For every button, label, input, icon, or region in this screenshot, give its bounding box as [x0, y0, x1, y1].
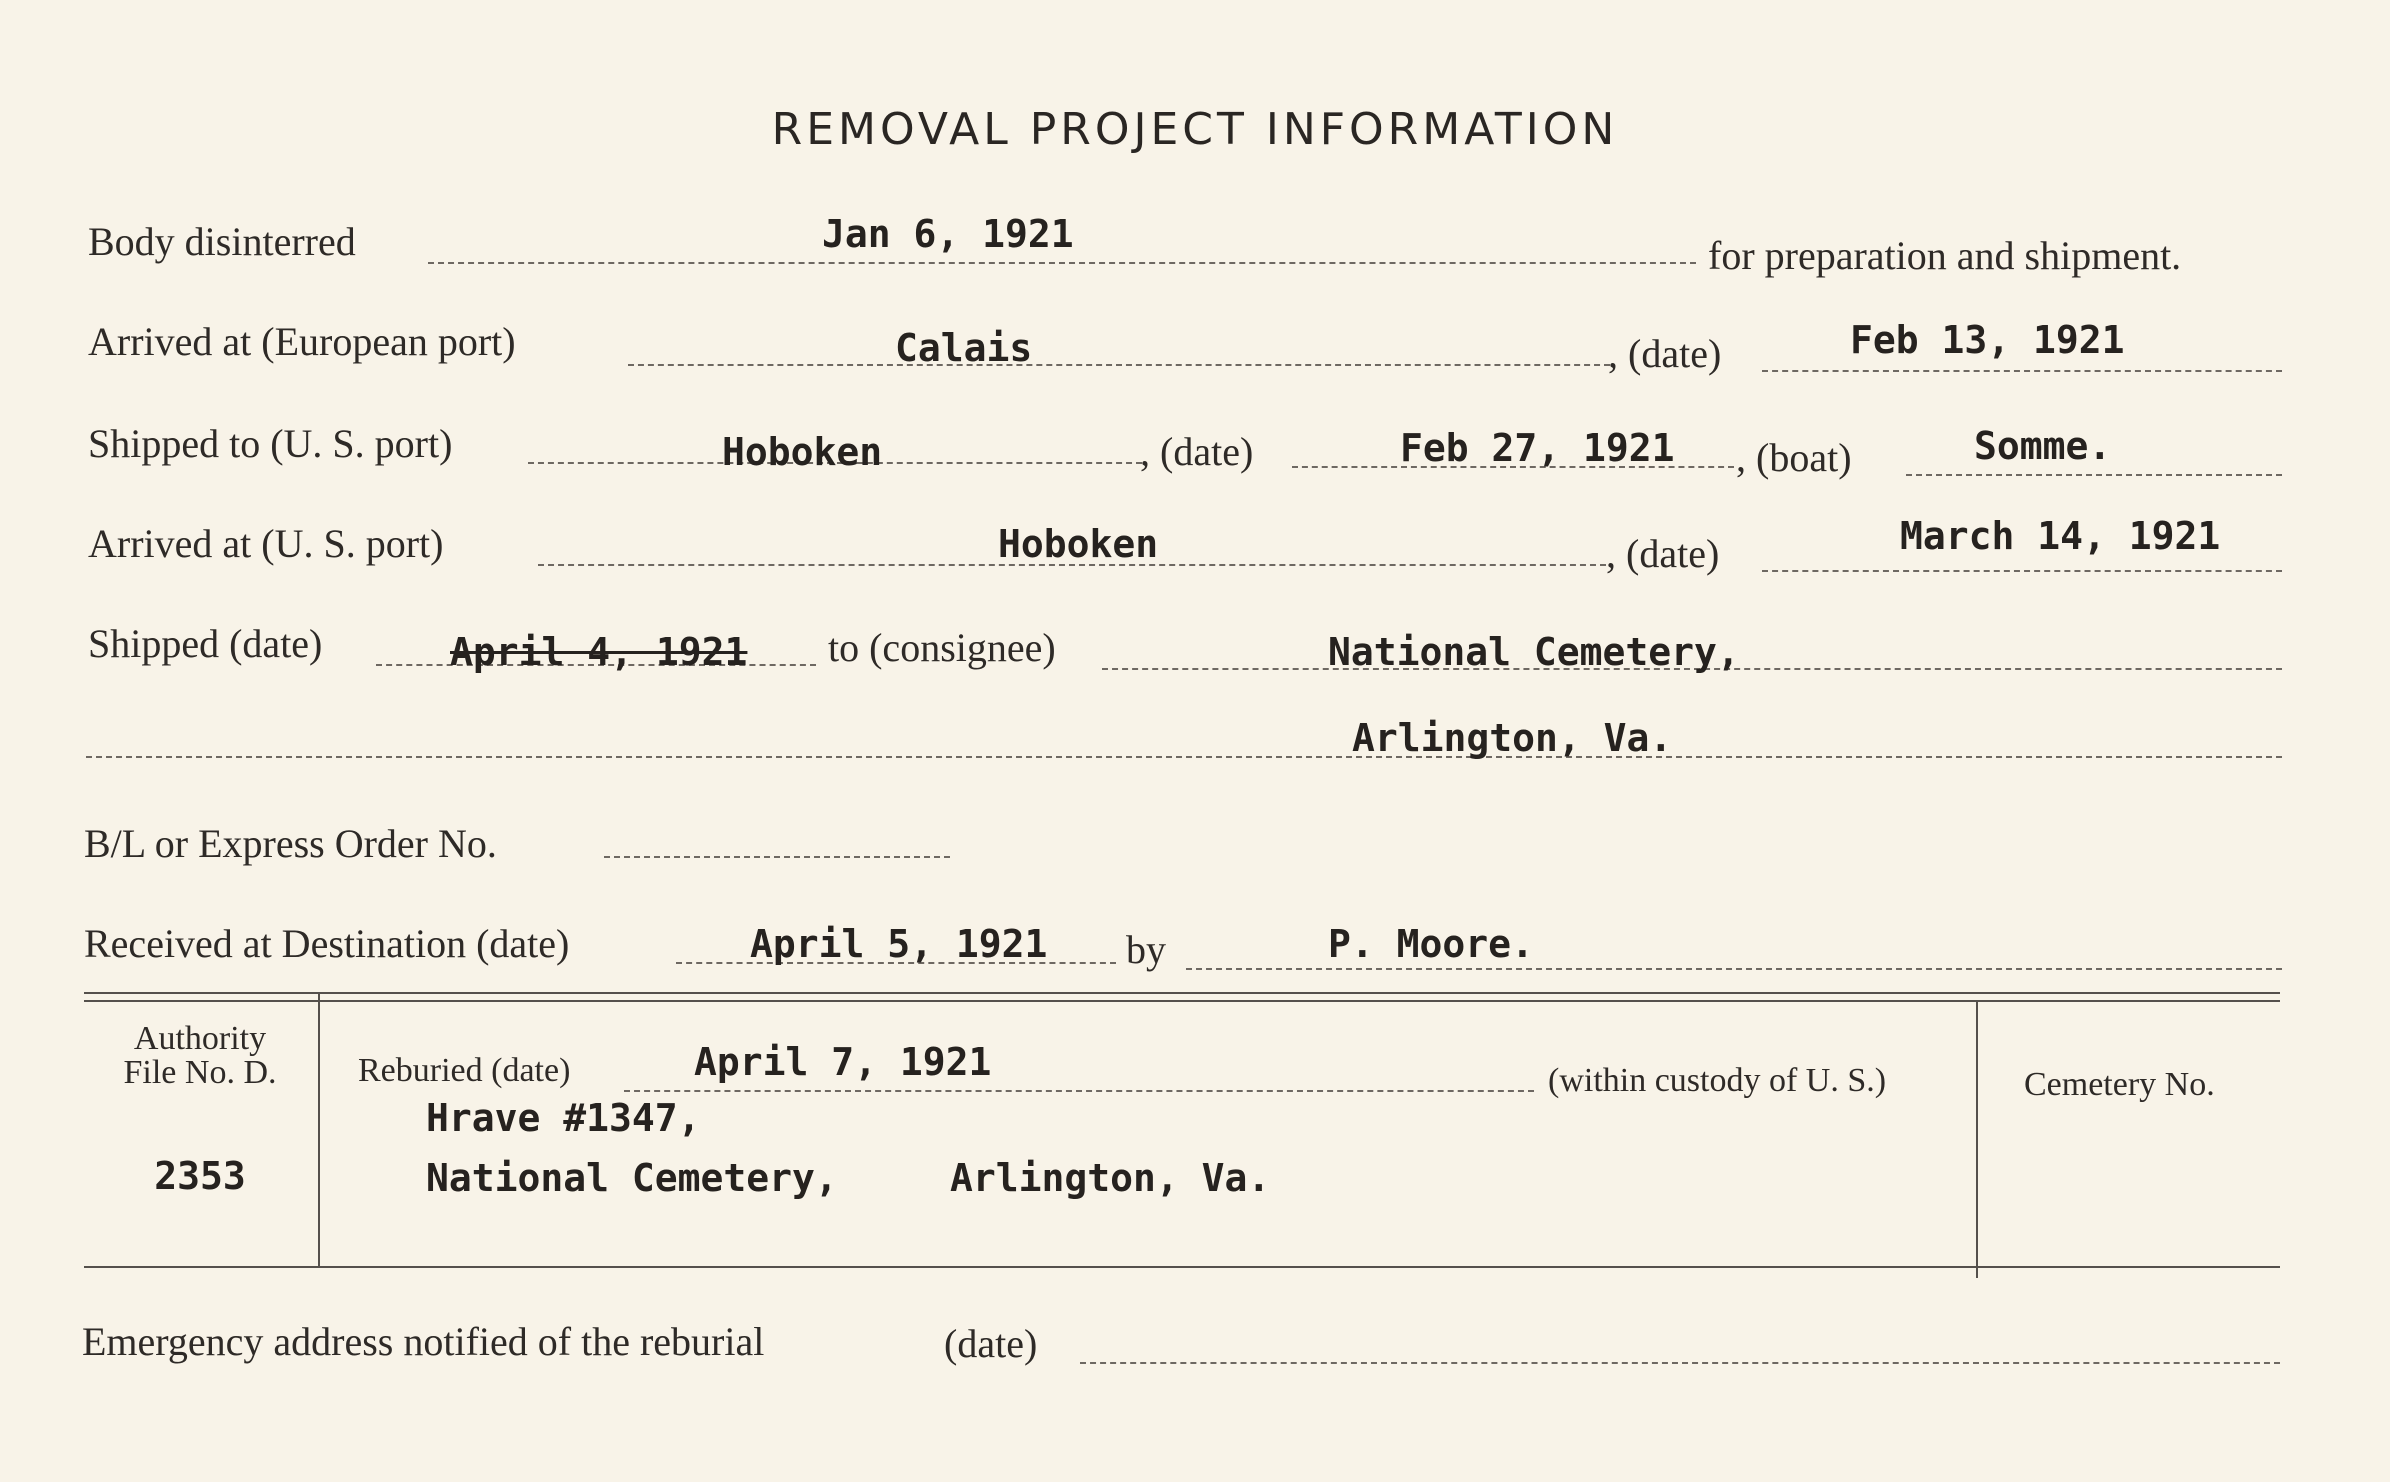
consignee-line2: Arlington, Va. [1352, 716, 1673, 760]
shipped-date-label: Shipped (date) [88, 621, 323, 666]
authority-label-1: Authority [133, 1020, 267, 1057]
reburied-line2: National Cemetery, [426, 1156, 838, 1200]
box-top-rule [84, 992, 2280, 994]
shipped-date-value: April 4, 1921 [450, 630, 748, 674]
emergency-line [1080, 1362, 2280, 1364]
arrived-european-date-label: , (date) [1608, 331, 1722, 376]
box-divider-left [318, 994, 320, 1266]
arrived-us-date-label: , (date) [1606, 531, 1720, 576]
arrived-us-date: March 14, 1921 [1900, 514, 2221, 558]
shipped-us-date: Feb 27, 1921 [1400, 426, 1675, 470]
box-divider-right [1976, 1002, 1978, 1278]
reburied-label: Reburied (date) [358, 1052, 571, 1089]
body-disinterred-line [428, 262, 1696, 264]
cemetery-label: Cemetery No. [2024, 1066, 2215, 1103]
body-disinterred-value: Jan 6, 1921 [822, 212, 1074, 256]
arrived-european-date: Feb 13, 1921 [1850, 318, 2125, 362]
box-top-rule-2 [84, 1000, 2280, 1002]
arrived-us-port: Hoboken [998, 522, 1159, 566]
shipped-us-label: Shipped to (U. S. port) [88, 421, 453, 466]
body-disinterred-label: Body disinterred [88, 219, 356, 264]
consignee-line1: National Cemetery, [1328, 630, 1740, 674]
shipped-us-boat-line [1906, 474, 2282, 476]
arrived-us-date-line [1762, 570, 2282, 572]
received-by: P. Moore. [1328, 922, 1534, 966]
reburied-line1: Hrave #1347, [426, 1096, 701, 1140]
custody-text: (within custody of U. S.) [1548, 1062, 1887, 1099]
bl-order-line [604, 856, 950, 858]
arrived-european-date-line [1762, 370, 2282, 372]
consignee-line-2 [86, 756, 2282, 758]
bl-order-label: B/L or Express Order No. [84, 821, 497, 866]
reburied-date: April 7, 1921 [694, 1040, 992, 1084]
preparation-shipment-text: for preparation and shipment. [1708, 233, 2182, 278]
shipped-us-boat-label: , (boat) [1736, 435, 1852, 480]
received-label: Received at Destination (date) [84, 921, 570, 966]
received-date: April 5, 1921 [750, 922, 1048, 966]
shipped-us-date-label: , (date) [1140, 429, 1254, 474]
authority-label-2: File No. D. [123, 1054, 277, 1091]
shipped-us-boat: Somme. [1974, 424, 2112, 468]
emergency-label: Emergency address notified of the reburial [82, 1319, 765, 1364]
reburied-line [624, 1090, 1534, 1092]
arrived-european-label: Arrived at (European port) [88, 319, 516, 364]
card-title: REMOVAL PROJECT INFORMATION [771, 104, 1619, 155]
authority-value: 2353 [154, 1154, 246, 1198]
box-bottom-rule [84, 1266, 2280, 1268]
arrived-us-label: Arrived at (U. S. port) [88, 521, 444, 566]
received-by-line [1186, 968, 2282, 970]
arrived-european-port: Calais [895, 326, 1033, 370]
received-by-label: by [1126, 927, 1166, 972]
arrived-european-line [628, 364, 1610, 366]
reburied-line3: Arlington, Va. [950, 1156, 1271, 1200]
consignee-label: to (consignee) [828, 625, 1056, 670]
shipped-us-port: Hoboken [722, 430, 883, 474]
emergency-date-label: (date) [944, 1321, 1038, 1366]
